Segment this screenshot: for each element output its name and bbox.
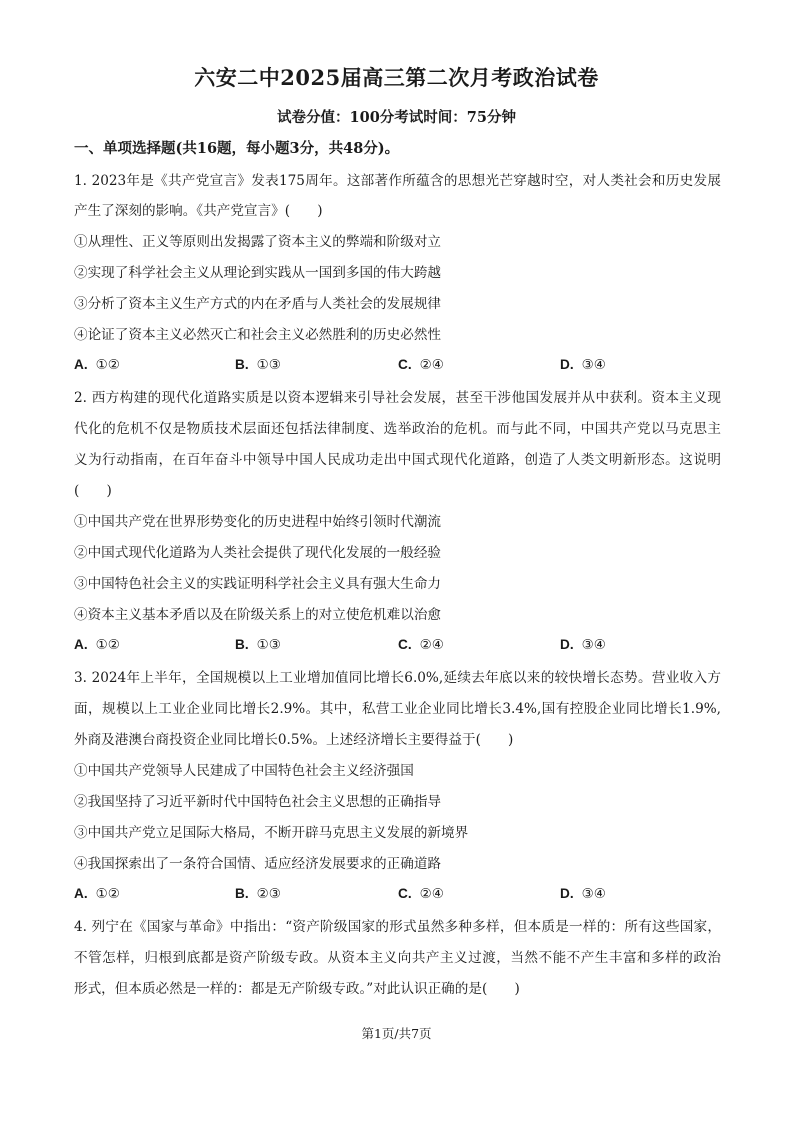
choice-a[interactable]: A. ①② — [74, 357, 120, 373]
question-1-line-1: 1. 2023年是《共产党宣言》发表175周年。这部著作所蕴含的思想光芒穿越时空，对人类社会和历史发展 — [74, 173, 721, 189]
choice-d[interactable]: D. ③④ — [560, 886, 606, 902]
choice-a[interactable]: A. ①② — [74, 637, 120, 653]
choice-b[interactable]: B. ①③ — [235, 357, 281, 373]
question-4-line-2: 不管怎样，归根到底都是资产阶级专政。从资本主义向共产主义过渡，当然不能不产生丰富和多样的政治 — [74, 950, 721, 966]
choice-b[interactable]: B. ②③ — [235, 886, 281, 902]
choice-c[interactable]: C. ②④ — [398, 637, 444, 653]
exam-info: 试卷分值：100分考试时间：75分钟 — [277, 109, 516, 126]
question-2-line-4: ( ) — [74, 483, 112, 499]
question-3-line-1: 3. 2024年上半年，全国规模以上工业增加值同比增长6.0%,延续去年底以来的较快增长态势。营业收入方 — [74, 670, 721, 686]
question-2-statement-2: ②中国式现代化道路为人类社会提供了现代化发展的一般经验 — [74, 545, 442, 561]
question-3-statement-1: ①中国共产党领导人民建成了中国特色社会主义经济强国 — [74, 763, 414, 779]
question-3-statement-2: ②我国坚持了习近平新时代中国特色社会主义思想的正确指导 — [74, 794, 442, 810]
choice-c[interactable]: C. ②④ — [398, 357, 444, 373]
question-2-line-2: 代化的危机不仅是物质技术层面还包括法律制度、选举政治的危机。而与此不同，中国共产党以马克思主 — [74, 421, 721, 437]
question-1-statement-4: ④论证了资本主义必然灭亡和社会主义必然胜利的历史必然性 — [74, 327, 442, 343]
choice-b[interactable]: B. ①③ — [235, 637, 281, 653]
question-2-statement-1: ①中国共产党在世界形势变化的历史进程中始终引领时代潮流 — [74, 514, 442, 530]
question-3-statement-4: ④我国探索出了一条符合国情、适应经济发展要求的正确道路 — [74, 856, 442, 872]
choice-d[interactable]: D. ③④ — [560, 637, 606, 653]
question-1-choices — [74, 357, 724, 375]
question-3-statement-3: ③中国共产党立足国际大格局，不断开辟马克思主义发展的新境界 — [74, 825, 469, 841]
question-2-statement-3: ③中国特色社会主义的实践证明科学社会主义具有强大生命力 — [74, 576, 442, 592]
choice-c[interactable]: C. ②④ — [398, 886, 444, 902]
question-4-line-1: 4. 列宁在《国家与革命》中指出：“资产阶级国家的形式虽然多种多样，但本质是一样的：所有这些国家， — [74, 919, 721, 935]
choice-a[interactable]: A. ①② — [74, 886, 120, 902]
choice-d[interactable]: D. ③④ — [560, 357, 606, 373]
section-title: 一、单项选择题(共16题，每小题3分，共48分)。 — [74, 140, 400, 157]
question-3-line-2: 面，规模以上工业企业同比增长2.9%。其中，私营工业企业同比增长3.4%,国有控股企业同比增长1.9%, — [74, 701, 721, 717]
page-number: 第1页/共7页 — [361, 1026, 432, 1041]
question-3-line-3: 外商及港澳台商投资企业同比增长0.5%。上述经济增长主要得益于( ) — [74, 732, 514, 748]
page-title: 六安二中2025届高三第二次月考政治试卷 — [194, 65, 599, 90]
question-1-statement-1: ①从理性、正义等原则出发揭露了资本主义的弊端和阶级对立 — [74, 234, 442, 250]
question-2-choices — [74, 637, 724, 655]
question-4-line-3: 形式，但本质必然是一样的：都是无产阶级专政。”对此认识正确的是( ) — [74, 981, 520, 997]
question-1-statement-2: ②实现了科学社会主义从理论到实践从一国到多国的伟大跨越 — [74, 265, 442, 281]
question-2-line-3: 义为行动指南，在百年奋斗中领导中国人民成功走出中国式现代化道路，创造了人类文明新形态。这说明 — [74, 452, 721, 468]
question-2-line-1: 2. 西方构建的现代化道路实质是以资本逻辑来引导社会发展，甚至干涉他国发展并从中获利。资本主义现 — [74, 390, 721, 406]
question-1-line-2: 产生了深刻的影响。《共产党宣言》( ) — [74, 203, 323, 219]
question-2-statement-4: ④资本主义基本矛盾以及在阶级关系上的对立使危机难以治愈 — [74, 607, 442, 623]
question-3-choices — [74, 886, 724, 904]
question-1-statement-3: ③分析了资本主义生产方式的内在矛盾与人类社会的发展规律 — [74, 296, 442, 312]
